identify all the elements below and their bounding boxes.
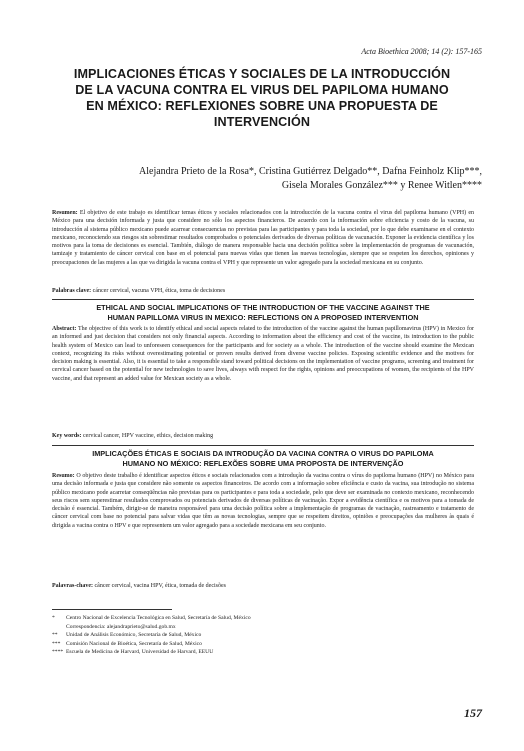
abstract-label: Abstract:	[52, 326, 77, 332]
section-divider	[52, 445, 474, 446]
footnote-text: Comisión Nacional de Bioética, Secretaría de Salud, México	[66, 640, 202, 647]
author-line: Alejandra Prieto de la Rosa*, Cristina Gutiérrez Delgado**, Dafna Feinholz Klip***,	[139, 166, 482, 177]
english-keywords	[52, 432, 474, 440]
title-line: DE LA VACUNA CONTRA EL VIRUS DEL PAPILOMA HUMANO	[75, 83, 449, 97]
footnote	[52, 648, 474, 657]
footnote	[52, 640, 474, 649]
title-line: INTERVENCIÓN	[213, 115, 311, 129]
spanish-keywords	[52, 287, 474, 295]
journal-reference: Acta Bioethica 2008; 14 (2): 157-165	[361, 47, 482, 56]
heading-line: IMPLICAÇÕES ÉTICAS E SOCIAIS DA INTRODUÇÃO DA VACINA CONTRA O VIRUS DO PAPILOMA	[92, 449, 434, 458]
section-divider	[52, 299, 474, 300]
title-line: EN MÉXICO: REFLEXIONES SOBRE UNA PROPUESTA DE	[86, 99, 438, 113]
page-number: 157	[464, 706, 482, 720]
heading-line: HUMAN PAPILLOMA VIRUS IN MEXICO: REFLECTIONS ON A PROPOSED INTERVENTION	[107, 312, 419, 322]
article-title	[40, 66, 484, 130]
abstract-text: El objetivo de este trabajo es identificar temas éticos y sociales relacionados con la introducción de la vacuna contra el virus del papiloma humano (VPH) en México para una decisión informada y justa que considere no sólo los aspectos financieros. De acuerdo con la información sobre eficiencia y costo de la vacuna, su introducción al sistema público mexicano puede acarrear consecuencias no previstas para las participantes y para toda la sociedad, por lo que debe examinarse en el contexto mexicano, reconociendo sus riesgos sin sobrestimar resultados comprobados o potenciales derivados de diversas políticas de vacunación. Exponer la evidencia científica y los motivos para la toma de decisiones es esencial. También, diálogo de manera responsable hacia una decisión política sobre la implementación de programas de vacunación, tamizaje y tratamiento de cáncer cervical con base en el potencial para nuevas vidas que tienen las nuevas tecnologías, siempre que se respeten los derechos, opiniones y preocupaciones de las mujeres a las que va dirigida la vacuna contra el VPH y que represente un valor agregado para la sociedad mexicana en su conjunto.	[52, 210, 474, 266]
portuguese-heading	[52, 449, 474, 468]
footnote-text: Unidad de Análisis Económico, Secretaría de Salud, México	[66, 632, 202, 639]
abstract-label: Resumo:	[52, 473, 75, 479]
footnote-mark: ***	[52, 640, 61, 647]
abstract-text: The objective of this work is to identify ethical and social aspects related to the introduction of the vaccine against the human papillomavirus (HPV) in Mexico for an informed and just decision that considers not only financial aspects. According to information about the efficiency and cost of the vaccine, its introduction to the public health system of Mexico can lead to unforeseen consequences for the participants and for society as a whole. The introduction of the vaccine should examine the Mexican context, recognizing its risks without overestimating potential or proven results derived from diverse vaccine policies. Exposing scientific evidence and the motives for decision making is essential. Also, it is essential to take a responsible stand toward political decisions on the implementation of vaccine programs, screening and treatment for cervical cancer based on the potential for new technologies to save lives, always with respect for the rights, opinions and preoccupations of women, the recipients of the HPV vaccine, and that represent an added value for Mexican society as a whole.	[52, 326, 474, 382]
heading-line: ETHICAL AND SOCIAL IMPLICATIONS OF THE INTRODUCTION OF THE VACCINE AGAINST THE	[96, 303, 430, 312]
footnote-text: Escuela de Medicina de Harvard, Universidad de Harvard, EEUU	[66, 649, 214, 656]
footnote-mark: **	[52, 632, 58, 639]
keywords-label: Key words:	[52, 433, 82, 439]
keywords-text: cervical cancer, HPV vaccine, ethics, decision making	[83, 433, 214, 439]
footnote	[52, 631, 474, 640]
abstract-label: Resumen:	[52, 210, 78, 216]
footnote-text: Correspondencia: alejandraprieto@salud.gob.mx	[66, 623, 176, 630]
footnotes	[52, 614, 474, 657]
heading-line: HUMANO NO MÉXICO: REFLEXÕES SOBRE UMA PROPOSTA DE INTERVENÇÃO	[122, 458, 404, 468]
keywords-label: Palabras clave:	[52, 288, 92, 294]
portuguese-keywords	[52, 582, 474, 590]
portuguese-abstract	[52, 472, 474, 572]
author-list	[42, 165, 482, 193]
footnote	[52, 614, 474, 623]
author-line: Gisela Morales González*** y Renee Witlen****	[281, 180, 482, 191]
footnote-mark: ****	[52, 649, 64, 656]
spanish-abstract	[52, 209, 474, 284]
footnote-divider	[52, 609, 172, 610]
footnote-mark: *	[52, 615, 55, 621]
abstract-text: O objetivo deste trabalho é identificar aspectos éticos e sociais relacionados com a introdução da vacina contra o vírus do papiloma humano (HPV) no México para uma decisão informada e justa que considere não somente os aspectos financeiros. De acordo com a informação sobre eficiência e custo da vacina, sua introdução no sistema público mexicano pode acarretar conseqüências não previstas para os participantes e para toda a sociedade, pelo que deve ser examinada no contexto mexicano, reconhecendo seus riscos sem superestimar resultados comprovados ou potenciais derivados de diversas políticas de vacinação. Expor a evidência científica e os motivos para a tomada de decisão é essencial. Também, dirigir-se de maneira responsável para uma decisão política sobre a implementação de programas de vacinação, rastreamento e tratamento de câncer cervical com base no potencial para salvar vidas que têm as novas tecnologias, sempre que se respeitem direitos, opiniões e preocupações das mulheres às quais é dirigida a vacina contra o HPV e que representem um valor agregado para a sociedade mexicana em seu conjunto.	[52, 473, 474, 529]
keywords-text: câncer cervical, vacina HPV, ética, tomada de decisões	[94, 583, 226, 589]
english-abstract	[52, 325, 474, 417]
english-heading	[52, 303, 474, 322]
keywords-text: cáncer cervical, vacuna VPH, ética, toma de decisiones	[92, 288, 226, 294]
footnote-text: Centro Nacional de Excelencia Tecnológica en Salud, Secretaría de Salud, México	[66, 615, 251, 621]
keywords-label: Palavras-chave:	[52, 583, 93, 589]
title-line: IMPLICACIONES ÉTICAS Y SOCIALES DE LA INTRODUCCIÓN	[73, 67, 451, 81]
